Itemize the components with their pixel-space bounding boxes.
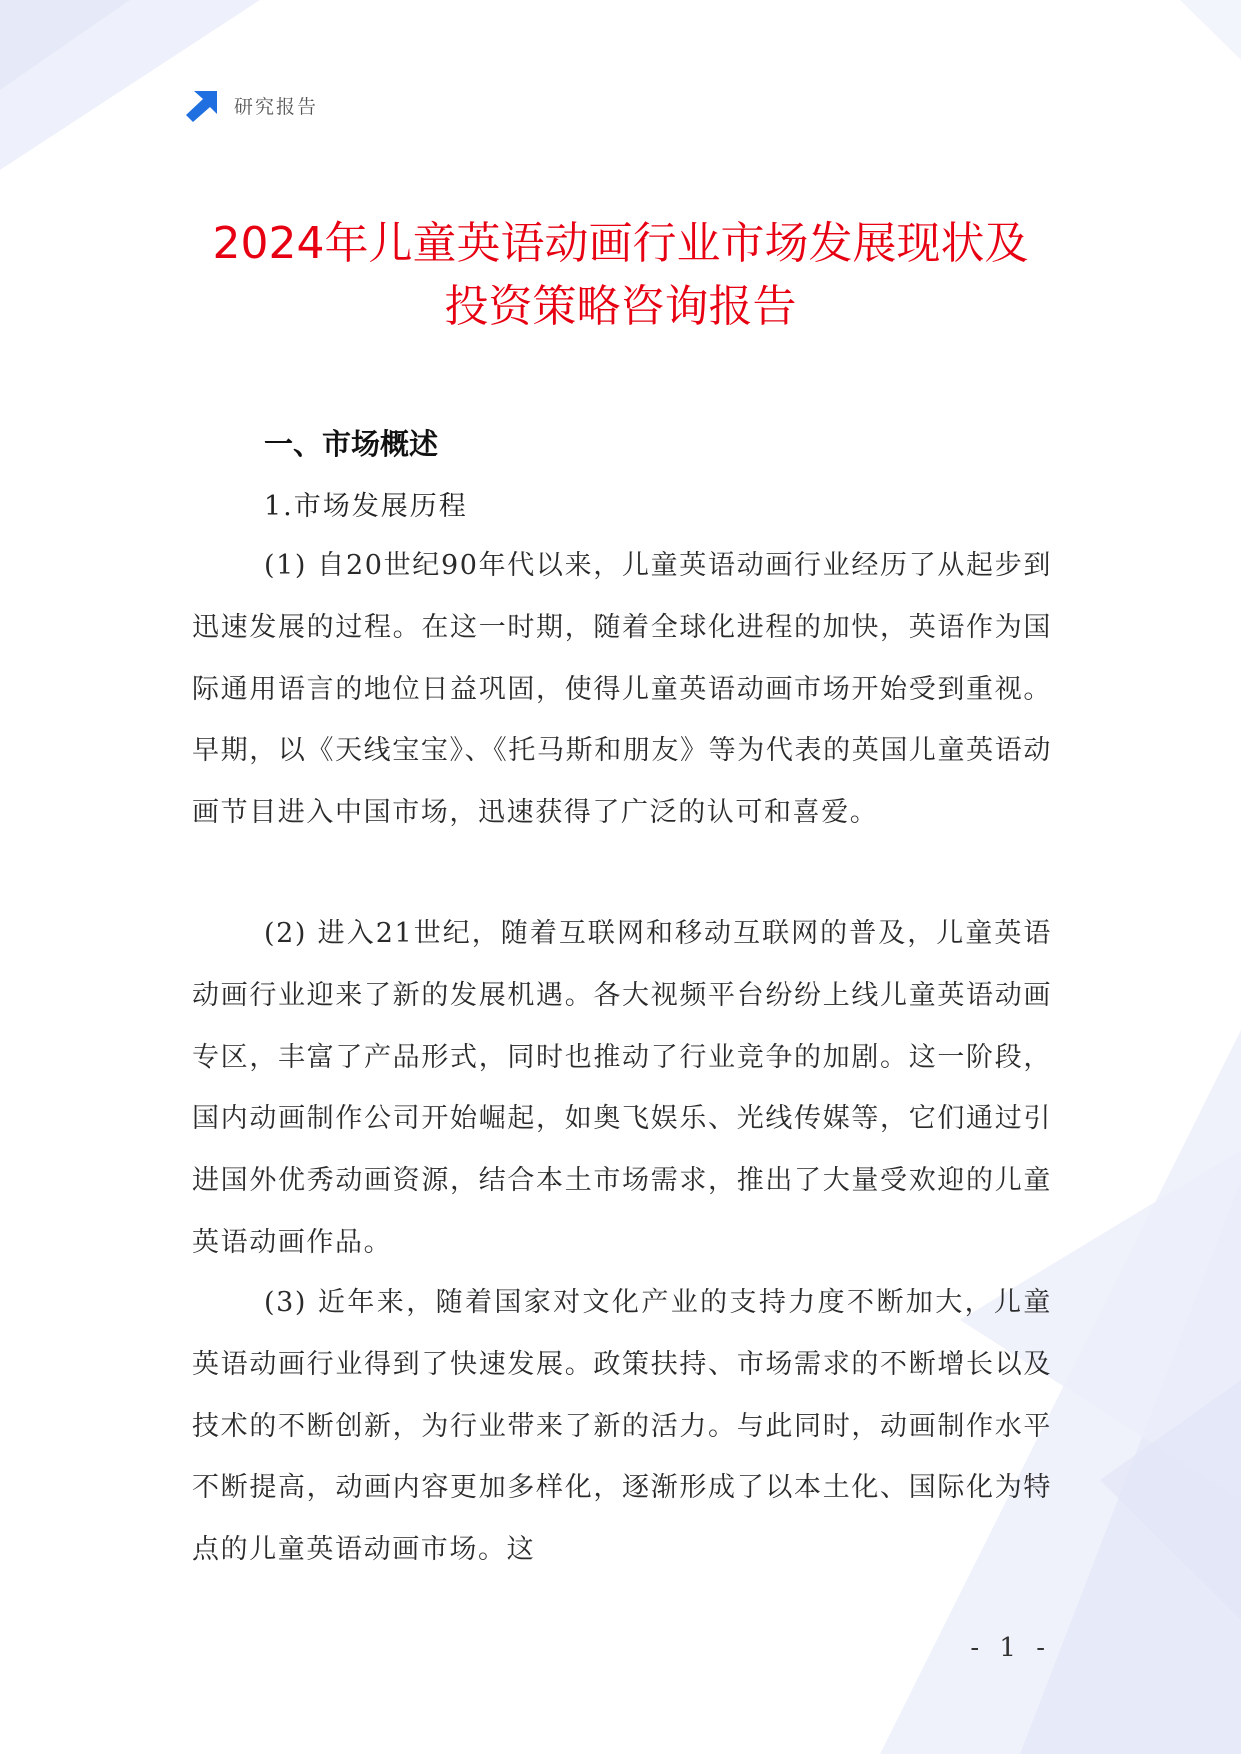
paragraph-3: (3) 近年来，随着国家对文化产业的支持力度不断加大，儿童英语动画行业得到了快速发展。政策扶持、市场需求的不断增长以及技术的不断创新，为行业带来了新的活力。与此同时，动画制作水平不断提高，动画内容更加多样化，逐渐形成了以本土化、国际化为特点的儿童英语动画市场。这 [192, 1287, 1052, 1566]
arrow-up-right-logo-icon [186, 88, 220, 122]
paragraph-2: (2) 进入21世纪，随着互联网和移动互联网的普及，儿童英语动画行业迎来了新的发展机遇。各大视频平台纷纷上线儿童英语动画专区，丰富了产品形式，同时也推动了行业竞争的加剧。这一阶段，国内动画制作公司开始崛起，如奥飞娱乐、光线传媒等，它们通过引进国外优秀动画资源，结合本土市场需求，推出了大量受欢迎的儿童英语动画作品。 [192, 918, 1052, 1258]
report-header [186, 88, 318, 122]
title-line-1: 2024年儿童英语动画行业市场发展现状及 [212, 218, 1029, 269]
section-heading: 一、市场概述 [264, 427, 439, 461]
page-number: - 1 - [970, 1633, 1051, 1663]
header-label: 研究报告 [234, 95, 319, 118]
subsection-heading: 1.市场发展历程 [264, 491, 468, 522]
report-title [100, 212, 1141, 338]
paragraph-1: (1) 自20世纪90年代以来，儿童英语动画行业经历了从起步到迅速发展的过程。在这一时期，随着全球化进程的加快，英语作为国际通用语言的地位日益巩固，使得儿童英语动画市场开始受到重视。早期，以《天线宝宝》、《托马斯和朋友》等为代表的英国儿童英语动画节目进入中国市场，迅速获得了广泛的认可和喜爱。 [192, 550, 1052, 829]
title-line-2: 投资策略咨询报告 [444, 281, 797, 332]
